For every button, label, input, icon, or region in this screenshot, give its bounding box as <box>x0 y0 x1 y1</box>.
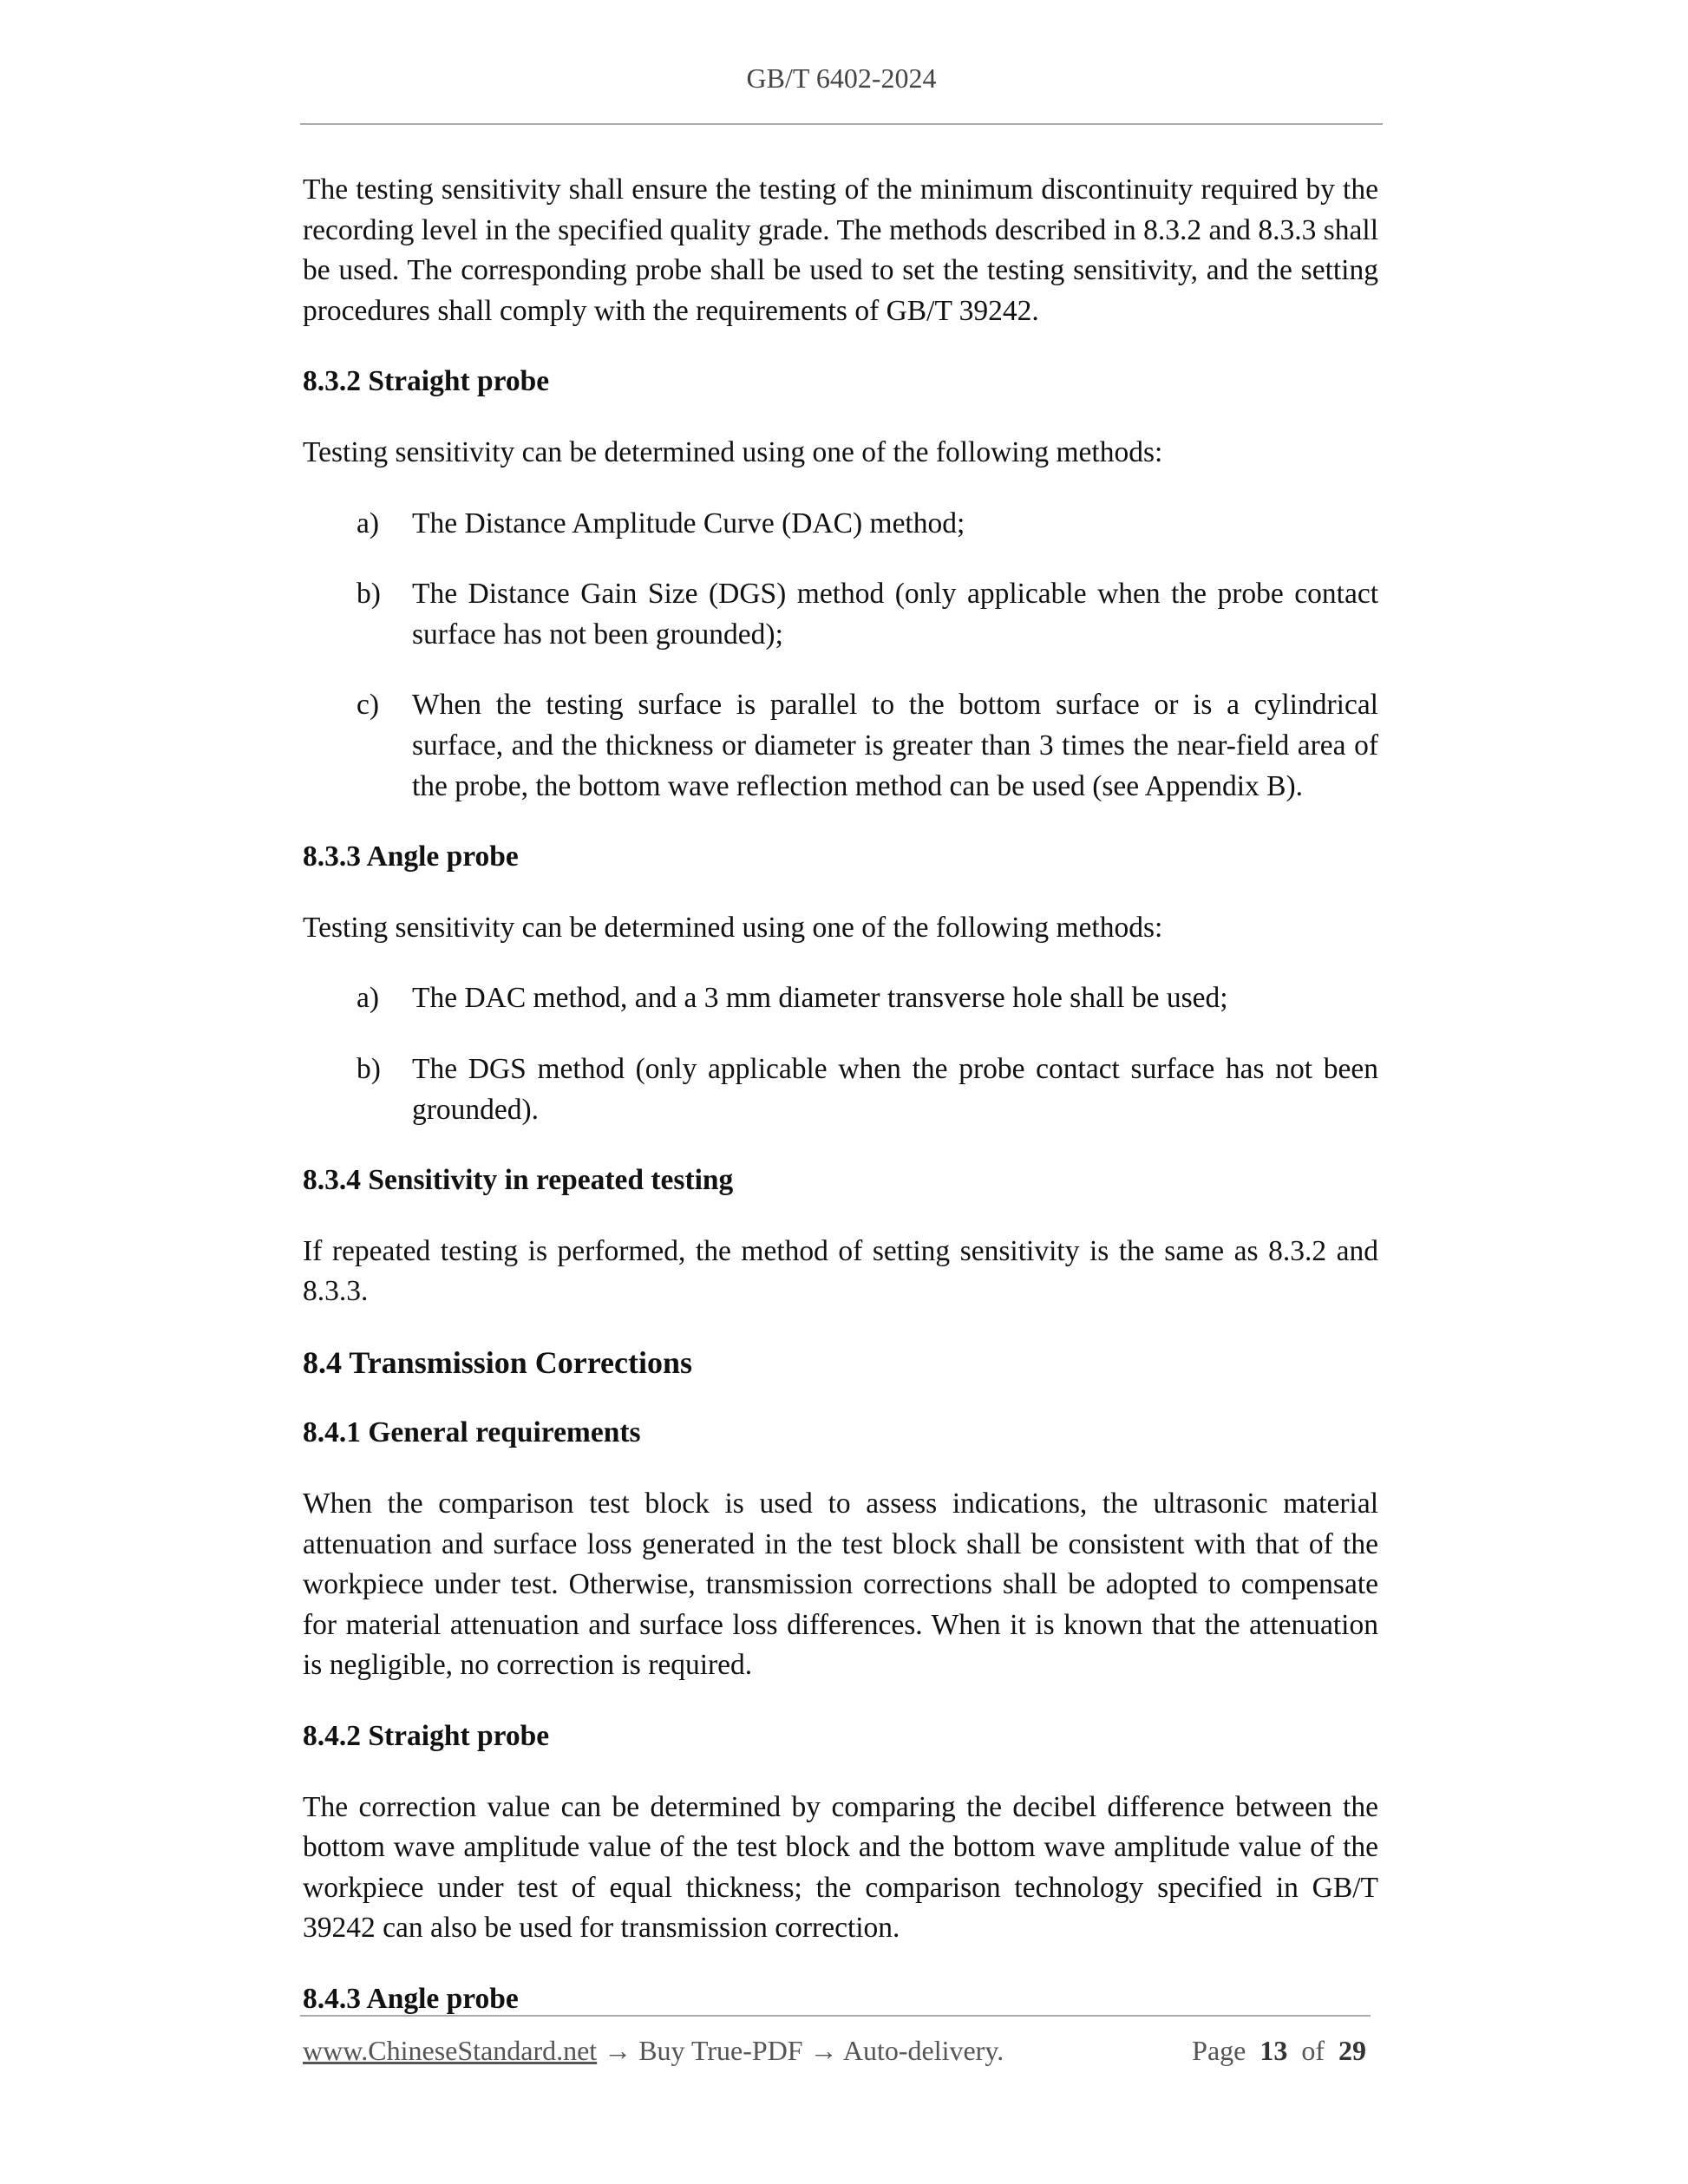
list-item-text: The DAC method, and a 3 mm diameter transverse hole shall be used; <box>412 982 1228 1015</box>
section-8-3-4-heading: 8.3.4 Sensitivity in repeated testing <box>303 1164 734 1197</box>
list-item <box>303 574 1378 655</box>
intro-paragraph: The testing sensitivity shall ensure the testing of the minimum discontinuity required by the recording level in the specified quality grade. The methods described in 8.3.2 and 8.3.3 shall be used. The corresponding probe shall be used to set the testing sensitivity, and the setting procedures shall comply with the requirements of GB/T 39242. <box>303 173 1378 327</box>
section-8-4-heading: 8.4 Transmission Corrections <box>303 1344 693 1380</box>
section-8-4-2-heading: 8.4.2 Straight probe <box>303 1720 550 1753</box>
of-label: of <box>1301 2035 1325 2066</box>
list-item-text: The DGS method (only applicable when the probe contact surface has not been grounded). <box>412 1052 1378 1126</box>
list-marker: a) <box>357 982 380 1015</box>
delivery-text: Auto-delivery. <box>842 2035 1004 2066</box>
website-link[interactable]: www.ChineseStandard.net <box>303 2035 598 2066</box>
section-8-3-4-body: If repeated testing is performed, the method of setting sensitivity is the same as 8.3.2 and 8.3.3. <box>303 1234 1378 1308</box>
list-marker: b) <box>357 1052 381 1085</box>
list-item <box>303 978 1378 1019</box>
page-footer <box>303 2033 1370 2068</box>
current-page: 13 <box>1259 2035 1288 2066</box>
section-8-4-3-heading: 8.4.3 Angle probe <box>303 1983 519 2015</box>
list-marker: a) <box>357 507 380 539</box>
section-8-3-2-lead: Testing sensitivity can be determined using one of the following methods: <box>303 435 1163 468</box>
section-8-3-2-heading: 8.3.2 Straight probe <box>303 365 550 398</box>
list-item-text: The Distance Amplitude Curve (DAC) method; <box>412 507 965 539</box>
footer-divider <box>300 2015 1371 2017</box>
arrow-icon: → <box>809 2035 838 2066</box>
page-content <box>303 170 1378 2050</box>
list-marker: c) <box>357 689 380 722</box>
arrow-icon: → <box>604 2035 632 2066</box>
list-item <box>303 504 1378 545</box>
list-item-text: When the testing surface is parallel to the bottom surface or is a cylindrical surface, and the thickness or diameter is greater than 3 times the near-field area of the probe, the bottom wave reflection method can be used (see Appendix B). <box>412 689 1378 802</box>
header-divider <box>300 123 1383 125</box>
section-8-4-1-body: When the comparison test block is used to assess indications, the ultrasonic material attenuation and surface loss generated in the test block shall be consistent with that of the workpiece under test. Otherwise, transmission corrections shall be adopted to compensate for material attenuation and surface loss differences. When it is known that the attenuation is negligible, no correction is required. <box>303 1488 1378 1682</box>
section-8-3-3-lead: Testing sensitivity can be determined using one of the following methods: <box>303 911 1163 944</box>
section-8-3-3-heading: 8.3.3 Angle probe <box>303 840 519 873</box>
list-item-text: The Distance Gain Size (DGS) method (only applicable when the probe contact surface has not been grounded); <box>412 578 1378 651</box>
page-label: Page <box>1192 2035 1246 2066</box>
list-item <box>303 685 1378 807</box>
buy-text: Buy True-PDF <box>638 2035 803 2066</box>
page-number <box>1192 2033 1366 2068</box>
section-8-4-2-body: The correction value can be determined by comparing the decibel difference between the bottom wave amplitude value of the test block and the bottom wave amplitude value of the workpiece under test of equal thickness; the comparison technology specified in GB/T 39242 can also be used for transmission correction. <box>303 1790 1378 1945</box>
list-marker: b) <box>357 578 381 611</box>
total-pages: 29 <box>1338 2035 1366 2066</box>
page-header: GB/T 6402-2024 <box>746 62 937 94</box>
section-8-4-1-heading: 8.4.1 General requirements <box>303 1416 641 1449</box>
list-item <box>303 1049 1378 1130</box>
